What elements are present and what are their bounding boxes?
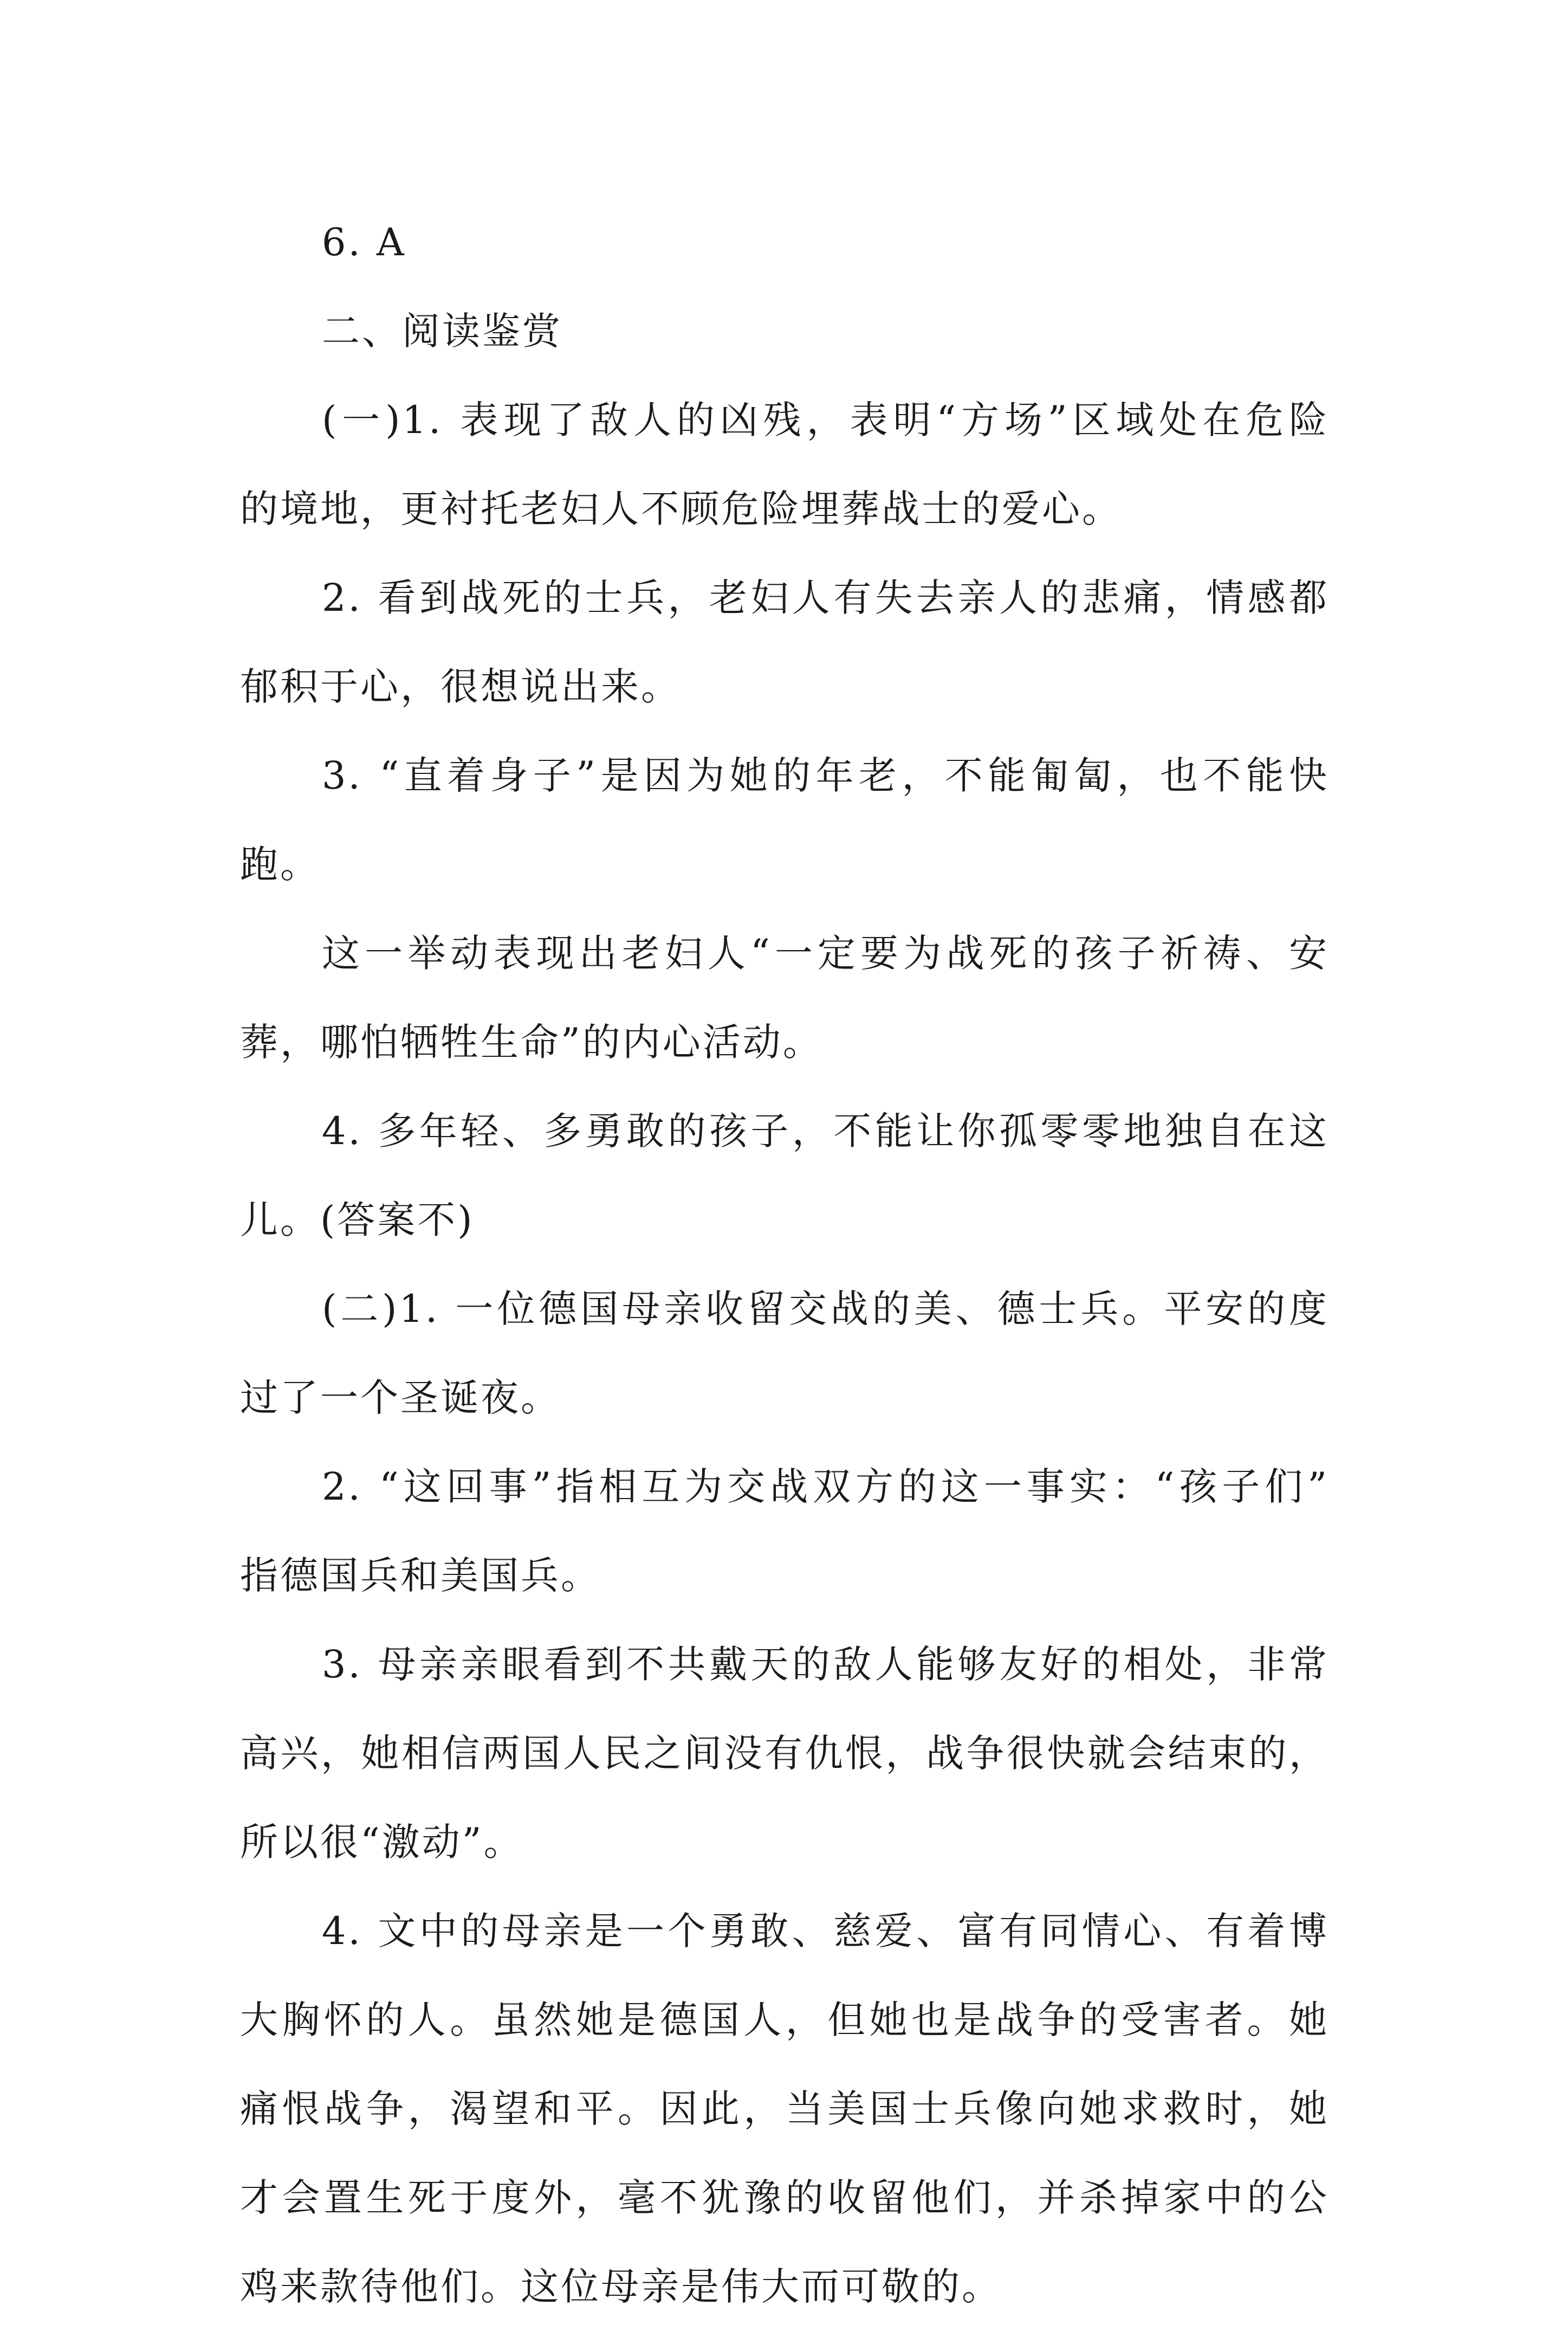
- paragraph-line: 指德国兵和美国兵。: [240, 1553, 601, 1598]
- paragraph-line: 3. 母亲亲眼看到不共戴天的敌人能够友好的相处，非常: [322, 1642, 1329, 1687]
- paragraph-line: 郁积于心，很想说出来。: [240, 664, 681, 709]
- paragraph-line: 高兴，她相信两国人民之间没有仇恨，战争很快就会结束的，: [240, 1731, 1329, 1775]
- paragraph-line: (二)1. 一位德国母亲收留交战的美、德士兵。平安的度: [322, 1287, 1329, 1331]
- paragraph-line: 葬，哪怕牺牲生命”的内心活动。: [240, 1020, 823, 1064]
- paragraph-line: 2. 看到战死的士兵，老妇人有失去亲人的悲痛，情感都: [322, 576, 1329, 620]
- paragraph-line: 4. 多年轻、多勇敢的孩子，不能让你孤零零地独自在这: [322, 1109, 1329, 1153]
- paragraph-line: (一)1. 表现了敌人的凶残，表明“方场”区域处在危险: [322, 398, 1329, 442]
- paragraph-line: 才会置生死于度外，毫不犹豫的收留他们，并杀掉家中的公: [240, 2175, 1329, 2220]
- paragraph-line: 儿。(答案不): [240, 1198, 475, 1242]
- paragraph-line: 4. 文中的母亲是一个勇敢、慈爱、富有同情心、有着博: [322, 1909, 1329, 1953]
- paragraph-line: 2. “这回事”指相互为交战双方的这一事实：“孩子们”: [322, 1464, 1329, 1509]
- paragraph-line: 鸡来款待他们。这位母亲是伟大而可敬的。: [240, 2264, 1002, 2309]
- answer-6: 6. A: [322, 220, 406, 264]
- paragraph-line: 3. “直着身子”是因为她的年老，不能匍匐，也不能快: [322, 753, 1329, 798]
- paragraph-line: 痛恨战争，渴望和平。因此，当美国士兵像向她求救时，她: [240, 2087, 1329, 2131]
- paragraph-line: 跑。: [240, 842, 320, 887]
- paragraph-line: 大胸怀的人。虽然她是德国人，但她也是战争的受害者。她: [240, 1998, 1329, 2042]
- section-heading-reading: 二、阅读鉴赏: [322, 309, 562, 353]
- paragraph-line: 这一举动表现出老妇人“一定要为战死的孩子祈祷、安: [322, 931, 1329, 976]
- paragraph-line: 所以很“激动”。: [240, 1820, 524, 1864]
- paragraph-line: 过了一个圣诞夜。: [240, 1376, 561, 1420]
- document-body: [240, 198, 1329, 2331]
- paragraph-line: 的境地，更衬托老妇人不顾危险埋葬战士的爱心。: [240, 487, 1122, 531]
